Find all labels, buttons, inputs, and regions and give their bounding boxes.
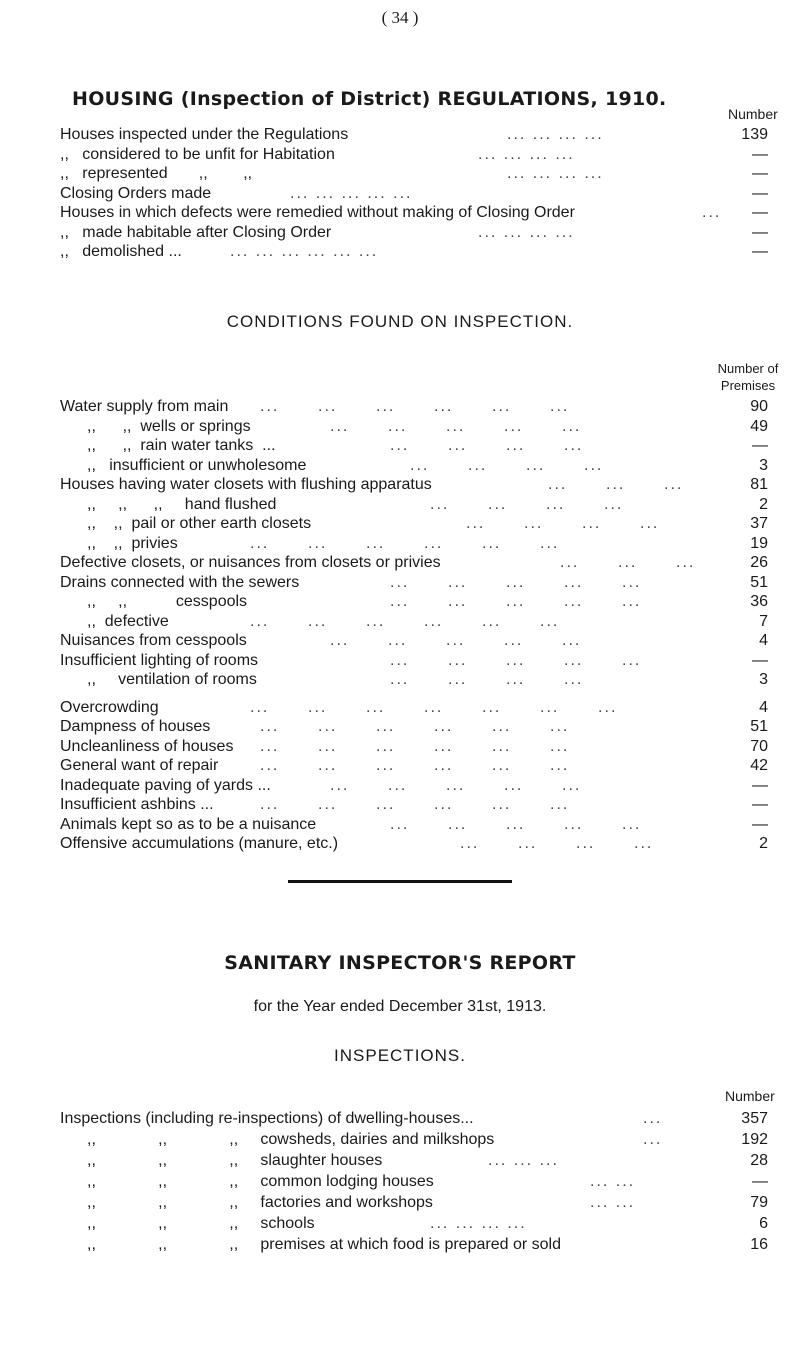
table-row xyxy=(60,1173,768,1194)
page-number: ( 34 ) xyxy=(381,8,419,27)
row-label: ,, ,, ,, slaughter houses xyxy=(87,1152,383,1169)
row-label: Houses inspected under the Regulations xyxy=(60,126,349,143)
row-label: Nuisances from cesspools xyxy=(60,632,247,649)
table-row: ,, ,, cesspools ... ... ... ... ... 36 xyxy=(87,593,768,610)
table-row: Drains connected with the sewers ... ... ... ... ... 51 xyxy=(60,573,768,591)
table-row xyxy=(60,126,768,146)
table-row: Overcrowding ... ... ... ... ... ... ... 4 xyxy=(60,698,768,716)
inspections-column-header: Number xyxy=(725,1088,775,1104)
row-value: 49 xyxy=(750,417,768,435)
row-value: 19 xyxy=(750,534,768,552)
table-row: Dampness of houses ... ... ... ... ... ... 51 xyxy=(60,718,768,735)
row-value: 51 xyxy=(750,718,768,735)
sanitary-report-subtitle: for the Year ended December 31st, 1913. xyxy=(253,998,547,1015)
row-value: — xyxy=(752,815,768,833)
row-label: Insufficient lighting of rooms xyxy=(60,651,259,669)
row-label: ,, ,, ,, factories and workshops xyxy=(87,1194,433,1211)
table-row: Uncleanliness of houses ... ... ... ... ... ... 70 xyxy=(60,737,768,755)
inspections-title: INSPECTIONS. xyxy=(334,1046,466,1065)
table-row: Houses having water closets with flushing apparatus ... ... ... 81 xyxy=(60,476,768,493)
row-label: Offensive accumulations (manure, etc.) xyxy=(60,835,339,852)
conditions-title: CONDITIONS FOUND ON INSPECTION. xyxy=(226,312,574,331)
housing-title: HOUSING (Inspection of District) REGULATIONS, 1910. xyxy=(72,88,667,110)
row-label: Insufficient ashbins ... xyxy=(60,796,214,813)
row-value: — xyxy=(752,796,768,813)
row-value: 357 xyxy=(741,1110,768,1127)
row-leader: ... xyxy=(643,1110,663,1127)
row-label: ,, ,, privies xyxy=(87,534,178,552)
housing-column-header: Number xyxy=(728,106,778,122)
section-divider xyxy=(288,880,512,883)
row-value: 37 xyxy=(750,515,768,532)
row-value: 36 xyxy=(750,593,768,610)
row-value: 2 xyxy=(759,835,768,852)
column-header-line: Number of xyxy=(717,361,779,376)
row-label: Closing Orders made xyxy=(60,184,212,202)
row-value: 79 xyxy=(750,1194,768,1211)
table-row xyxy=(60,1236,768,1257)
row-label: Inadequate paving of yards ... xyxy=(60,776,271,794)
row-ditto: ,, xyxy=(60,165,69,182)
table-row: Defective closets, or nuisances from closets or privies ... ... ... 26 xyxy=(60,554,768,571)
row-label: ,, defective xyxy=(87,612,169,630)
row-value: 90 xyxy=(750,398,768,415)
row-label: ,, ,, ,, hand flushed xyxy=(87,495,277,513)
row-label: represented ,, ,, xyxy=(82,165,253,182)
table-row xyxy=(60,1152,768,1173)
row-value: 2 xyxy=(759,495,768,513)
row-label: Water supply from main xyxy=(60,398,229,415)
row-leader: ... ... ... ... ... ... xyxy=(230,243,379,260)
table-row xyxy=(60,1110,768,1131)
row-label: Houses having water closets with flushing apparatus xyxy=(60,476,432,493)
row-value: — xyxy=(752,437,768,454)
row-label: ,, insufficient or unwholesome xyxy=(87,456,307,474)
row-leader: ... ... ... ... xyxy=(507,126,604,143)
conditions-table xyxy=(60,398,768,855)
row-value: 70 xyxy=(750,737,768,755)
row-value: 26 xyxy=(750,554,768,571)
row-label: Defective closets, or nuisances from closets or privies xyxy=(60,554,441,571)
table-row: Animals kept so as to be a nuisance ... ... ... ... ... — xyxy=(60,815,768,833)
row-ditto: ,, xyxy=(60,243,69,260)
row-label: Inspections (including re-inspections) of dwelling-houses... xyxy=(60,1110,474,1127)
row-value: 3 xyxy=(759,671,768,688)
row-label: Dampness of houses xyxy=(60,718,211,735)
table-row: Offensive accumulations (manure, etc.) ... ... ... ... 2 xyxy=(60,835,768,852)
column-header-line: Premises xyxy=(720,378,776,393)
table-row: ,, insufficient or unwholesome ... ... ... ... 3 xyxy=(87,456,768,474)
row-label: ,, ,, ,, cowsheds, dairies and milkshops xyxy=(87,1131,495,1148)
row-leader: ... ... ... ... xyxy=(507,165,604,182)
table-row xyxy=(60,243,768,263)
row-label: Overcrowding xyxy=(60,698,159,716)
sanitary-report-title: SANITARY INSPECTOR'S REPORT xyxy=(224,952,576,974)
row-label: ,, ,, ,, common lodging houses xyxy=(87,1173,434,1190)
row-value: 51 xyxy=(750,573,768,591)
row-value: — xyxy=(752,145,768,163)
row-ditto: ,, xyxy=(60,145,69,163)
row-leader: ... xyxy=(702,204,722,221)
row-value: — xyxy=(752,1173,768,1190)
row-value: 4 xyxy=(759,632,768,649)
row-label: demolished ... xyxy=(82,243,182,260)
row-value: 4 xyxy=(759,698,768,716)
table-row: ,, ventilation of rooms ... ... ... ... 3 xyxy=(87,671,768,688)
table-row xyxy=(60,146,768,166)
table-row: ,, ,, pail or other earth closets ... ... ... ... 37 xyxy=(87,515,768,532)
row-ditto: ,, xyxy=(60,223,69,241)
row-label: ,, ,, rain water tanks ... xyxy=(87,437,276,454)
row-label: ,, ,, pail or other earth closets xyxy=(87,515,312,532)
table-row xyxy=(60,1131,768,1152)
row-value: 139 xyxy=(741,126,768,143)
row-value: — xyxy=(752,165,768,182)
row-value: — xyxy=(752,204,768,221)
row-label: ,, ,, ,, schools xyxy=(87,1215,315,1232)
row-value: 28 xyxy=(750,1152,768,1169)
row-label: considered to be unfit for Habitation xyxy=(82,145,335,163)
row-label: ,, ,, cesspools xyxy=(87,593,248,610)
table-row: Inadequate paving of yards ... ... ... ... ... ... — xyxy=(60,776,768,794)
row-value: — xyxy=(752,223,768,241)
row-value: 192 xyxy=(741,1131,768,1148)
row-leader: ... ... xyxy=(590,1194,636,1211)
row-label: General want of repair xyxy=(60,757,219,774)
table-row: ,, defective ... ... ... ... ... ... 7 xyxy=(87,612,768,630)
row-value: 42 xyxy=(750,757,768,774)
table-row: General want of repair ... ... ... ... ... ... 42 xyxy=(60,757,768,774)
row-value: 81 xyxy=(750,476,768,493)
row-leader: ... ... xyxy=(590,1173,636,1190)
row-value: — xyxy=(752,651,768,669)
table-row: Insufficient ashbins ... ... ... ... ... ... ... — xyxy=(60,796,768,813)
row-leader: ... ... ... ... xyxy=(478,223,575,241)
row-label: ,, ,, wells or springs xyxy=(87,417,251,435)
table-row xyxy=(60,224,768,244)
row-value: 3 xyxy=(759,456,768,474)
table-row: ,, ,, ,, hand flushed ... ... ... ... 2 xyxy=(87,495,768,513)
row-value: 7 xyxy=(759,612,768,630)
row-leader: ... xyxy=(643,1131,663,1148)
row-label: ,, ventilation of rooms xyxy=(87,671,257,688)
row-label: Drains connected with the sewers xyxy=(60,573,300,591)
row-label: ,, ,, ,, premises at which food is prepared or sold xyxy=(87,1236,561,1253)
row-leader: ... ... ... ... xyxy=(478,145,575,163)
table-row: Insufficient lighting of rooms ... ... ... ... ... — xyxy=(60,651,768,669)
table-row xyxy=(60,185,768,205)
housing-table xyxy=(60,126,768,263)
table-row: ,, ,, privies ... ... ... ... ... ... 19 xyxy=(87,534,768,552)
row-value: — xyxy=(752,776,768,794)
table-row: Nuisances from cesspools ... ... ... ... ... 4 xyxy=(60,632,768,649)
row-value: 6 xyxy=(759,1215,768,1232)
table-row xyxy=(60,1194,768,1215)
inspections-table xyxy=(60,1110,768,1257)
row-label: Animals kept so as to be a nuisance xyxy=(60,815,317,833)
table-row: ,, ,, rain water tanks ... ... ... ... ... — xyxy=(87,437,768,454)
table-row: ,, ,, wells or springs ... ... ... ... ... 49 xyxy=(87,417,768,435)
table-row xyxy=(60,165,768,185)
row-leader: ... ... ... ... ... xyxy=(290,184,413,202)
row-value: — xyxy=(752,243,768,260)
row-label: Uncleanliness of houses xyxy=(60,737,234,755)
row-value: — xyxy=(752,184,768,202)
row-value: 16 xyxy=(750,1236,768,1253)
row-label: Houses in which defects were remedied without making of Closing Order xyxy=(60,204,575,221)
conditions-column-header xyxy=(700,360,796,394)
table-row: Water supply from main ... ... ... ... ... ... 90 xyxy=(60,398,768,415)
row-leader: ... ... ... xyxy=(488,1152,559,1169)
row-leader: ... ... ... ... xyxy=(430,1215,527,1232)
table-row xyxy=(60,1215,768,1236)
row-label: made habitable after Closing Order xyxy=(82,223,332,241)
table-row xyxy=(60,204,768,224)
